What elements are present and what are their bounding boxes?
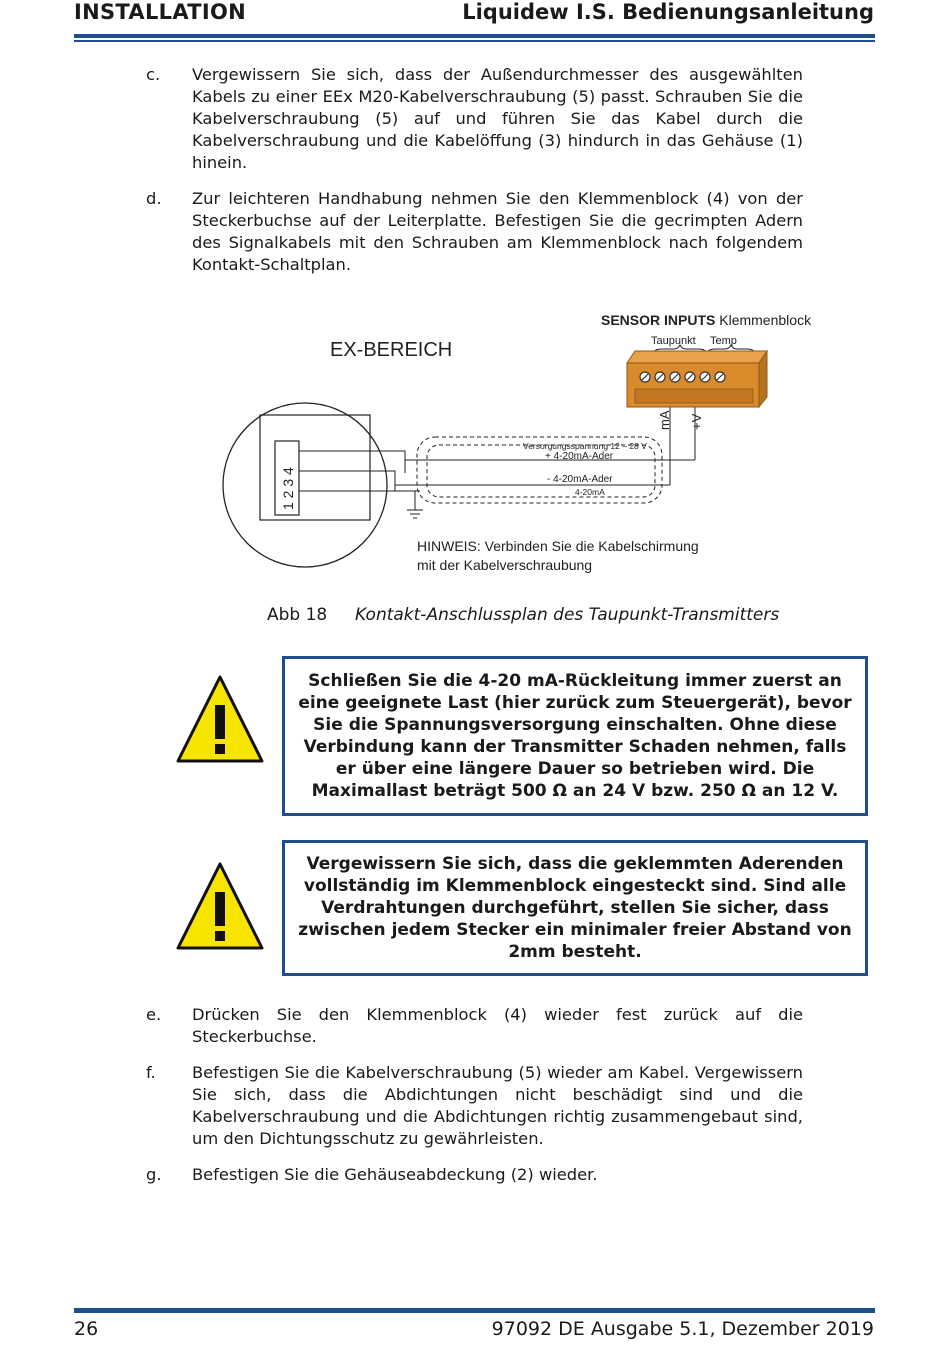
step-label: f.	[146, 1063, 156, 1082]
figure-number: Abb 18	[267, 605, 328, 625]
warning-triangle-icon	[174, 860, 266, 952]
warning-triangle-icon	[174, 673, 266, 765]
taupunkt-label: Taupunkt	[651, 335, 696, 347]
warning-box-clearance	[282, 840, 868, 976]
supply-label: Versorgungsspannung 12 – 28 V	[523, 441, 647, 451]
step-f	[146, 1062, 803, 1150]
header-rule-thin	[74, 40, 875, 42]
wire-pin-4	[299, 451, 405, 473]
step-e	[146, 1004, 803, 1048]
transmitter-housing	[223, 403, 387, 567]
step-label: c.	[146, 65, 161, 84]
note-line-2: mit der Kabelverschraubung	[417, 557, 593, 573]
current-label: 4-20mA	[575, 487, 605, 497]
plus-wire-label: + 4-20mA-Ader	[545, 451, 614, 462]
ground-icon	[407, 510, 423, 518]
step-text: Befestigen Sie die Kabelverschraubung (5) wieder am Kabel. Vergewissern Sie sich, dass die Abdichtungen nicht beschädigt sind und die Kabelverschraubung und die Abdichtungen richtig zusammengebaut sind, um den Dichtungsschutz zu gewährleisten.	[192, 1063, 803, 1148]
warning-text: Vergewissern Sie sich, dass die geklemmten Aderenden vollständig im Klemmenblock eingesteckt sind. Sind alle Verdrahtungen durchgeführt, stellen Sie sicher, dass zwischen jedem Stecker ein minimaler freier Abstand von 2mm besteht.	[298, 854, 852, 962]
pin-ma-label: mA	[657, 410, 672, 430]
cable-inner	[427, 445, 655, 497]
step-text: Vergewissern Sie sich, dass der Außendurchmesser des ausgewählten Kabels zu einer EEx M20-Kabelverschraubung (5) passt. Schrauben Sie die Kabelverschraubung (5) auf und führen Sie das Kabel durch die Kabelverschraubung und die Kabelöffung (3) hindurch in das Gehäuse (1) hinein.	[192, 65, 803, 172]
step-g	[146, 1164, 803, 1186]
wiring-diagram	[215, 305, 835, 595]
pin-numbers: 1 2 3 4	[280, 467, 296, 510]
block-title: SENSOR INPUTS Klemmenblock	[601, 312, 812, 328]
warning-text: Schließen Sie die 4-20 mA-Rückleitung immer zuerst an eine geeignete Last (hier zurück zum Steuergerät), bevor Sie die Spannungsversorgung einschalten. Ohne diese Verbindung kann der Transmitter Schaden nehmen, falls er über eine längere Dauer so betrieben wird. Die Maximallast beträgt 500 Ω an 24 V bzw. 250 Ω an 12 V.	[298, 671, 852, 801]
pin-v-label: +V	[689, 413, 704, 430]
warning-box-load	[282, 656, 868, 816]
minus-wire-label: - 4-20mA-Ader	[547, 474, 613, 485]
wire-pin-3	[299, 471, 395, 491]
step-text: Befestigen Sie die Gehäuseabdeckung (2) wieder.	[192, 1165, 598, 1184]
temp-label: Temp	[710, 335, 737, 347]
figure-title: Kontakt-Anschlussplan des Taupunkt-Transmitters	[355, 605, 780, 625]
footer-rule	[74, 1308, 875, 1313]
step-d	[146, 188, 803, 276]
header-rule	[74, 34, 875, 38]
note-line-1: HINWEIS: Verbinden Sie die Kabelschirmung	[417, 538, 699, 554]
header-section: INSTALLATION	[74, 0, 247, 24]
terminal-block-icon	[627, 351, 767, 407]
header-manual-title: Liquidew I.S. Bedienungsanleitung	[462, 0, 874, 24]
step-c	[146, 64, 803, 174]
ex-area-label: EX-BEREICH	[330, 339, 453, 361]
edition-info: 97092 DE Ausgabe 5.1, Dezember 2019	[491, 1318, 874, 1340]
page-number: 26	[74, 1318, 99, 1340]
step-text: Drücken Sie den Klemmenblock (4) wieder fest zurück auf die Steckerbuchse.	[192, 1005, 803, 1046]
step-label: e.	[146, 1005, 162, 1024]
step-label: g.	[146, 1165, 162, 1184]
step-label: d.	[146, 189, 162, 208]
step-text: Zur leichteren Handhabung nehmen Sie den Klemmenblock (4) von der Steckerbuchse auf der Leiterplatte. Befestigen Sie die gecrimpten Adern des Signalkabels mit den Schrauben am Klemmenblock nach folgendem Kontakt-Schaltplan.	[192, 189, 803, 274]
